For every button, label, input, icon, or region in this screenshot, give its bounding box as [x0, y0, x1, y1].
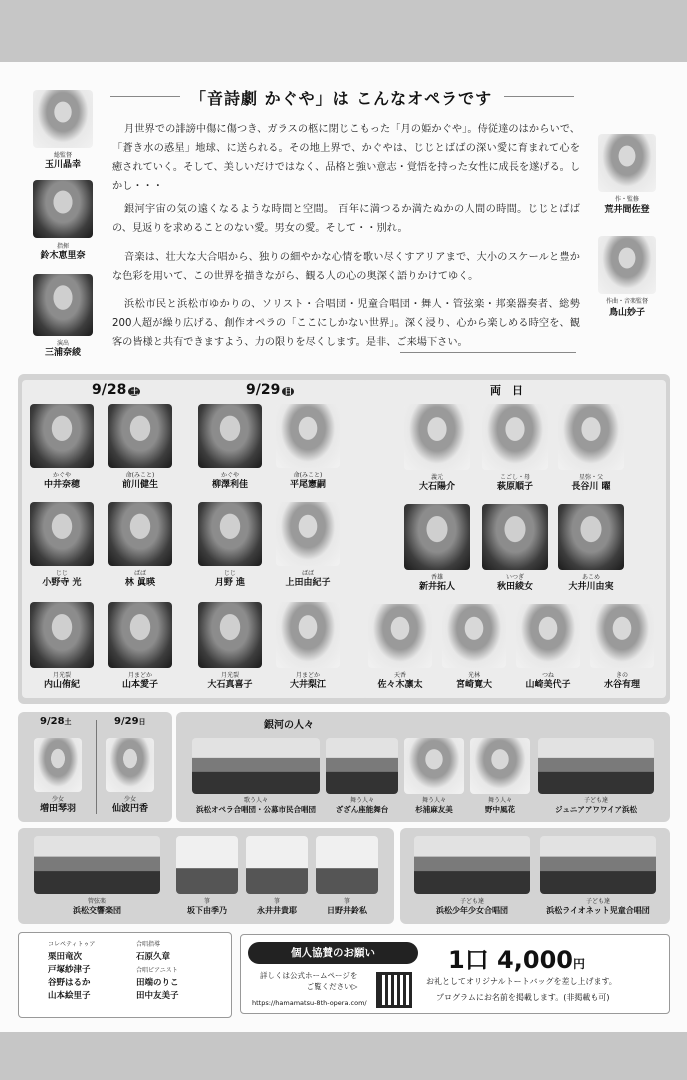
portrait-cast — [108, 602, 172, 668]
cast-role: 命(みこと) — [293, 472, 323, 479]
title-ornament-left — [110, 96, 180, 97]
orchestra-name: 日野井鈴私 — [327, 906, 367, 915]
photo-kids-choir — [540, 836, 656, 894]
cast-role: 月光裂 — [220, 672, 239, 679]
cast-name: 萩原順子 — [496, 482, 533, 492]
photo-kids-choir — [414, 836, 530, 894]
orchestra-role: 箏 — [273, 898, 280, 905]
orchestra-role: 管弦楽 — [87, 898, 106, 905]
kids-name: 浜松少年少女合唱団 — [436, 906, 508, 915]
cast-name: 山崎美代子 — [525, 680, 571, 690]
cast-name: 大井川由実 — [568, 582, 614, 592]
portrait-cast — [368, 604, 432, 668]
cast-name: 小野寺 光 — [42, 578, 82, 588]
cast-role: きの — [615, 672, 628, 679]
children-date-day1: 9/28土 — [40, 716, 72, 727]
galaxy-role: 舞う人々 — [349, 797, 374, 804]
cast-role: ばば — [133, 570, 146, 577]
intro-paragraph-2: 銀河宇宙の気の遠くなるような時間と空間。 百年に満つるか満たぬかの人間の時間。じじとばばの、見返りを求めることのない愛。男女の愛。そして・・別れ。 — [112, 204, 580, 234]
date-heading-day2: 9/29 日 — [246, 382, 293, 398]
cast-name: 長谷川 曜 — [571, 482, 611, 492]
galaxy-name: ジュニアアワワイア浜松 — [555, 805, 637, 814]
cast-name: 柳澤利佳 — [211, 480, 248, 490]
galaxy-name: 浜松オペラ合唱団・公募市民合唱団 — [196, 805, 316, 814]
cast-role: かぐや — [220, 472, 239, 479]
portrait-cast — [30, 602, 94, 668]
staff-name: 三浦奈綾 — [44, 348, 81, 358]
portrait-koto — [176, 836, 238, 894]
photo-orchestra — [34, 836, 160, 894]
bottom-margin — [0, 1032, 687, 1080]
portrait-cast — [30, 404, 94, 468]
sponsor-benefit-2: プログラムにお名前を掲載します。(非掲載も可) — [436, 993, 610, 1002]
intro-paragraph-4: 浜松市民と浜松市ゆかりの、ソリスト・合唱団・児童合唱団・舞人・管弦楽・邦楽器奏者、総勢200人超が繰り広げる、創作オペラの「ここにしかない世界」。深く浸り、心から楽しめる時空を、観客の皆様と共有できますよう、力の限りを尽くします。是非、ご来場下さい。 — [112, 299, 580, 348]
cast-name: 月野 進 — [214, 578, 246, 588]
sponsor-title: 個人協賛のお願い — [248, 942, 418, 964]
portrait-koto — [246, 836, 308, 894]
cast-name: 宮崎寛大 — [455, 680, 492, 690]
staff-name: 鈴木恵里奈 — [40, 251, 86, 261]
portrait-general-director — [33, 90, 93, 148]
cast-role: 星弥・父 — [578, 474, 603, 481]
credits-col1: コレペティトゥア 栗田竜次 戸塚紗津子 谷野はるか 山本絵里子 — [48, 941, 96, 1001]
photo-opera-chorus — [192, 738, 320, 794]
orchestra-name: 坂下由季乃 — [187, 906, 227, 915]
top-margin — [0, 0, 687, 62]
cast-role: かぐや — [52, 472, 71, 479]
cast-role: 月まどか — [127, 672, 152, 679]
kids-role: 子ども達 — [459, 898, 484, 905]
portrait-cast — [404, 404, 470, 470]
cast-name: 平尾憲嗣 — [289, 480, 326, 490]
portrait-dancer — [404, 738, 464, 794]
galaxy-role: 歌う人々 — [243, 797, 268, 804]
cast-role: 義元 — [430, 474, 443, 481]
portrait-cast — [108, 404, 172, 468]
orchestra-name: 永井井貴耶 — [257, 906, 297, 915]
cast-name: 大井梨江 — [289, 680, 326, 690]
orchestra-role: 箏 — [343, 898, 350, 905]
date-heading-day1: 9/28 土 — [92, 382, 139, 398]
cast-role: つね — [541, 672, 554, 679]
orchestra-role: 箏 — [203, 898, 210, 905]
galaxy-name: 杉浦麻友美 — [415, 805, 453, 814]
cast-name: 新井拓人 — [418, 582, 455, 592]
portrait-cast — [404, 504, 470, 570]
sponsor-url[interactable]: https://hamamatsu-8th-opera.com/ — [252, 999, 367, 1007]
cast-name: 前川健生 — [121, 480, 158, 490]
portrait-cast — [590, 604, 654, 668]
cast-role: 月まどか — [295, 672, 320, 679]
portrait-cast — [108, 502, 172, 566]
portrait-cast — [198, 602, 262, 668]
photo-junior-choir — [538, 738, 654, 794]
staff-name: 荒井間佐登 — [604, 205, 650, 215]
staff-role: 指揮 — [56, 243, 69, 250]
portrait-cast — [198, 404, 262, 468]
cast-role: じじ — [55, 570, 68, 577]
child-role: 少女 — [51, 796, 64, 803]
portrait-cast — [276, 602, 340, 668]
cast-role: 天香 — [393, 672, 406, 679]
cast-role: こごし・母 — [499, 474, 530, 481]
portrait-stage-director — [33, 274, 93, 336]
credits-col2: 合唱指導 石原久章 合唱ピアニスト 田端のりこ 田中友美子 — [136, 941, 179, 1001]
portrait-author — [598, 134, 656, 192]
photo-noh-stage — [326, 738, 398, 794]
staff-name: 玉川晶幸 — [44, 160, 81, 170]
portrait-koto — [316, 836, 378, 894]
portrait-cast — [482, 404, 548, 470]
staff-role: 作曲・音楽監督 — [605, 298, 648, 305]
staff-name: 鳥山妙子 — [608, 308, 645, 318]
cast-role: 命(みこと) — [125, 472, 155, 479]
cast-name: 秋田綾女 — [496, 582, 533, 592]
child-name: 仙波円香 — [111, 804, 148, 814]
cast-name: 林 眞暎 — [124, 578, 156, 588]
sponsor-price: 1口 4,000円 — [448, 946, 585, 974]
orchestra-name: 浜松交響楽団 — [73, 906, 121, 915]
intro-paragraph-1: 月世界での誹謗中傷に傷つき、ガラスの柩に閉じこもった「月の姫かぐや」。侍従達のはからいで、「蒼き水の惑星」地球、に送られる。その地上界で、かぐやは、じじとばばの深い愛に育まれて心を癒されていく。そして、美しいだけではなく、品格と強い意志・覚悟を持った女性に成長を遂げる。しかし・・・ — [112, 124, 581, 192]
staff-role: 作・監修 — [614, 196, 639, 203]
portrait-cast — [558, 404, 624, 470]
cast-name: 佐々木凛太 — [377, 680, 423, 690]
galaxy-role: 舞う人々 — [421, 797, 446, 804]
cast-role: 月光裂 — [52, 672, 71, 679]
portrait-cast — [198, 502, 262, 566]
portrait-cast — [442, 604, 506, 668]
cast-name: 大石真喜子 — [207, 680, 253, 690]
cast-name: 山本愛子 — [121, 680, 158, 690]
intro-title: 「音詩劇 かぐや」は こんなオペラです — [190, 89, 493, 108]
cast-role: 光林 — [467, 672, 480, 679]
cast-role: いつぎ — [505, 574, 524, 581]
portrait-cast — [482, 504, 548, 570]
portrait-cast — [516, 604, 580, 668]
children-divider — [96, 720, 97, 814]
staff-role: 総監督 — [53, 152, 72, 159]
cast-role: ばば — [301, 570, 314, 577]
kids-role: 子ども達 — [585, 898, 610, 905]
date-heading-both: 両 日 — [490, 384, 523, 397]
child-role: 少女 — [123, 796, 136, 803]
portrait-cast — [276, 404, 340, 468]
portrait-child — [34, 738, 82, 792]
child-name: 増田琴羽 — [39, 804, 76, 814]
galaxy-name: ざざん座能舞台 — [335, 805, 389, 814]
cast-role: 香雄 — [430, 574, 443, 581]
galaxy-name: 野中風花 — [485, 805, 515, 814]
galaxy-role: 子ども達 — [583, 797, 608, 804]
cast-name: 水谷有理 — [603, 680, 640, 690]
galaxy-role: 舞う人々 — [487, 797, 512, 804]
intro-paragraph-3: 音楽は、壮大な大合唱から、独りの細やかな心情を歌い尽くすアリアまで、大小のスケールと豊かな色彩を用いて、この世界を描きながら、観る人の心の奥深く語りかけてゆく。 — [112, 252, 580, 282]
portrait-dancer — [470, 738, 530, 794]
cast-name: 内山侑紀 — [43, 680, 80, 690]
portrait-child — [106, 738, 154, 792]
children-date-day2: 9/29日 — [114, 716, 146, 727]
cast-name: 上田由紀子 — [285, 578, 331, 588]
cast-name: 大石陽介 — [418, 482, 455, 492]
kids-name: 浜松ライオネット児童合唱団 — [546, 906, 650, 915]
portrait-conductor — [33, 180, 93, 238]
title-ornament-right — [504, 96, 574, 97]
cast-role: あこめ — [581, 574, 600, 581]
qr-code[interactable] — [376, 972, 412, 1008]
sponsor-box — [240, 934, 670, 1014]
sponsor-detail: 詳しくは公式ホームページを ご覧ください▷ — [260, 971, 358, 991]
staff-role: 演出 — [56, 340, 69, 347]
intro-ornament-bottom — [400, 352, 576, 353]
portrait-cast — [276, 502, 340, 566]
portrait-composer — [598, 236, 656, 294]
sponsor-benefit-1: お礼としてオリジナルトートバッグを差し上げます。 — [426, 977, 617, 986]
cast-role: じじ — [223, 570, 236, 577]
portrait-cast — [30, 502, 94, 566]
portrait-cast — [558, 504, 624, 570]
galaxy-title: 銀河の人々 — [264, 720, 314, 731]
cast-name: 中井奈穂 — [43, 480, 80, 490]
